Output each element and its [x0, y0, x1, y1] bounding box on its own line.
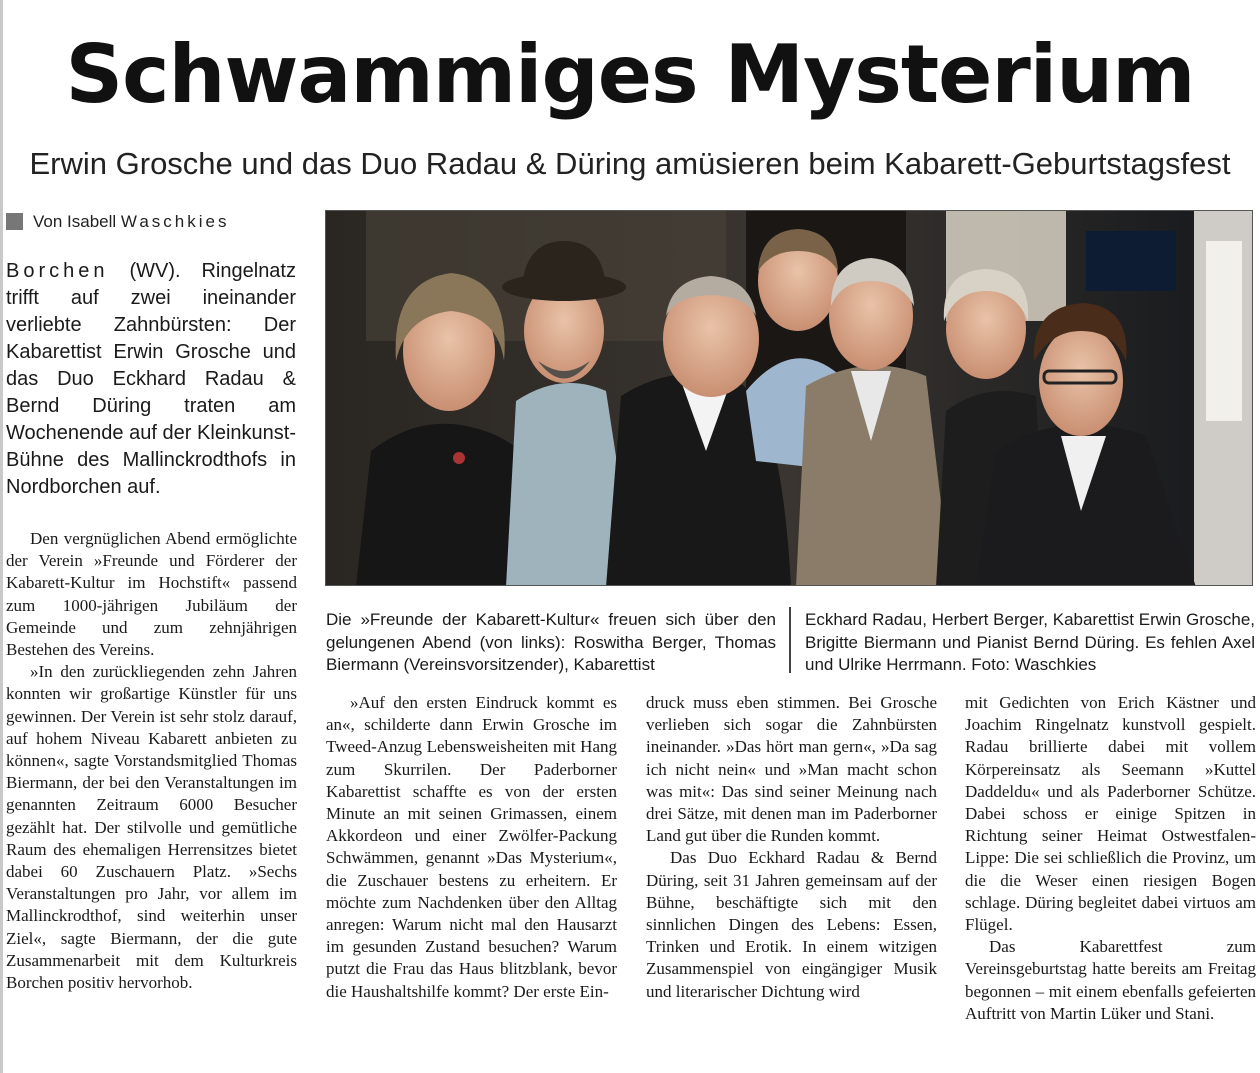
body-paragraph: »Auf den ersten Eindruck kommt es an«, schilderte dann Erwin Grosche im Tweed-Anzug Lebensweisheiten mit Hang zum Skurrilen. Der Paderborner Kabarettist schaffte es von der ersten Minute an mit seinen Grimassen, einem Akkordeon und einer Zwölfer-Packung Schwämmen, genannt »Das Mysterium«, die Zuschauer bestens zu erheitern. Er möchte zum Nachdenken über den Alltag anregen: Warum nicht mal den Hausarzt im gesunden Zustand besuchen? Warum putzt die Frau das Haus blitzblank, bevor die Haushaltshilfe kommt? Der erste Ein- — [326, 693, 617, 1001]
lead-paragraph — [6, 258, 296, 501]
byline-author: Waschkies — [120, 212, 230, 231]
body-paragraph: Das Kabarettfest zum Vereinsgeburtstag hatte bereits am Freitag begonnen – mit einem ebenfalls gefeierten Auftritt von Martin Lüker und Stani. — [965, 937, 1256, 1023]
article-column-1 — [6, 528, 297, 994]
body-paragraph: Das Duo Eckhard Radau & Bernd Düring, seit 31 Jahren gemeinsam auf der Bühne, beschäftigte sich mit den sinnlichen Dingen des Lebens: Essen, Trinken und Erotik. In einem witzigen Zusammenspiel von eingängiger Musik und literarischer Dichtung wird — [646, 848, 937, 1001]
lead-body: (WV). Ringelnatz trifft auf zwei ineinander verliebte Zahnbürsten: Der Kabarettist Erwin Grosche und das Duo Eckhard Radau & Bernd Düring traten am Wochenende auf der Kleinkunst-Bühne des Mallinckrodthofs in Nordborchen auf. — [6, 260, 296, 498]
article-column-3 — [646, 692, 937, 1003]
body-paragraph: druck muss eben stimmen. Bei Grosche verlieben sich sogar die Zahnbürsten ineinander. »Das hört man gern«, »Da sag ich nicht nein« und »Man macht schon was mit«: Das sind seiner Meinung nach drei Sätze, mit denen man im Paderborner Land gut über die Runden kommt. — [646, 693, 937, 846]
body-paragraph: Den vergnüglichen Abend ermöglichte der Verein »Freunde und Förderer der Kabarett-Kultur im Hochstift« passend zum 1000-jährigen Jubiläum der Gemeinde und zum zehnjährigen Bestehen des Vereins. — [6, 529, 297, 660]
dateline: Borchen — [6, 260, 109, 282]
article-column-2 — [326, 692, 617, 1003]
byline — [6, 210, 229, 234]
byline-prefix: Von Isabell — [33, 212, 117, 231]
photo-caption-left: Die »Freunde der Kabarett-Kultur« freuen sich über den gelungenen Abend (von links): Roswitha Berger, Thomas Biermann (Vereinsvorsitzender), Kabarettist — [326, 610, 776, 675]
body-paragraph: mit Gedichten von Erich Kästner und Joachim Ringelnatz kunstvoll gespielt. Radau brillierte dabei mit vollem Körpereinsatz als Seemann »Kuttel Daddeldu« und als Paderborner Schütze. Dabei schoss er einige Spitzen in Richtung seiner Heimat Ostwestfalen-Lippe: Die sei schließlich die Provinz, um die die Weser einen riesigen Bogen schlage. Düring begleitet dabei virtuos am Flügel. — [965, 693, 1256, 935]
article-headline: Schwammiges Mysterium — [65, 28, 1195, 121]
article-subheadline: Erwin Grosche und das Duo Radau & Düring amüsieren beim Kabarett-Geburtstagsfest — [29, 146, 1231, 181]
body-paragraph: »In den zurückliegenden zehn Jahren konnten wir großartige Künstler für uns gewinnen. Der Verein ist sehr stolz darauf, auf hohem Niveau Kabarett anbieten zu können«, sagte Vorstandsmitglied Thomas Biermann, der bei den Veranstaltungen im genannten Zeitraum 6000 Besucher gezählt hat. Der stilvolle und gemütliche Raum des ehemaligen Herrensitzes bietet dabei 60 Zuschauern Platz. »Sechs Veranstaltungen pro Jahr, vor allem im Mallinckrodthof, sind weiterhin unser Ziel«, sagte Biermann, der die gute Zusammenarbeit mit dem Kulturkreis Borchen positiv hervorhob. — [6, 662, 297, 993]
photo-caption-right: Eckhard Radau, Herbert Berger, Kabarettist Erwin Grosche, Brigitte Biermann und Pianist Bernd Düring. Es fehlen Axel und Ulrike Herrmann. Foto: Waschkies — [805, 610, 1255, 675]
group-photo — [325, 210, 1253, 586]
article-column-4 — [965, 692, 1256, 1025]
byline-square-icon — [6, 213, 23, 230]
caption-divider — [789, 607, 791, 673]
